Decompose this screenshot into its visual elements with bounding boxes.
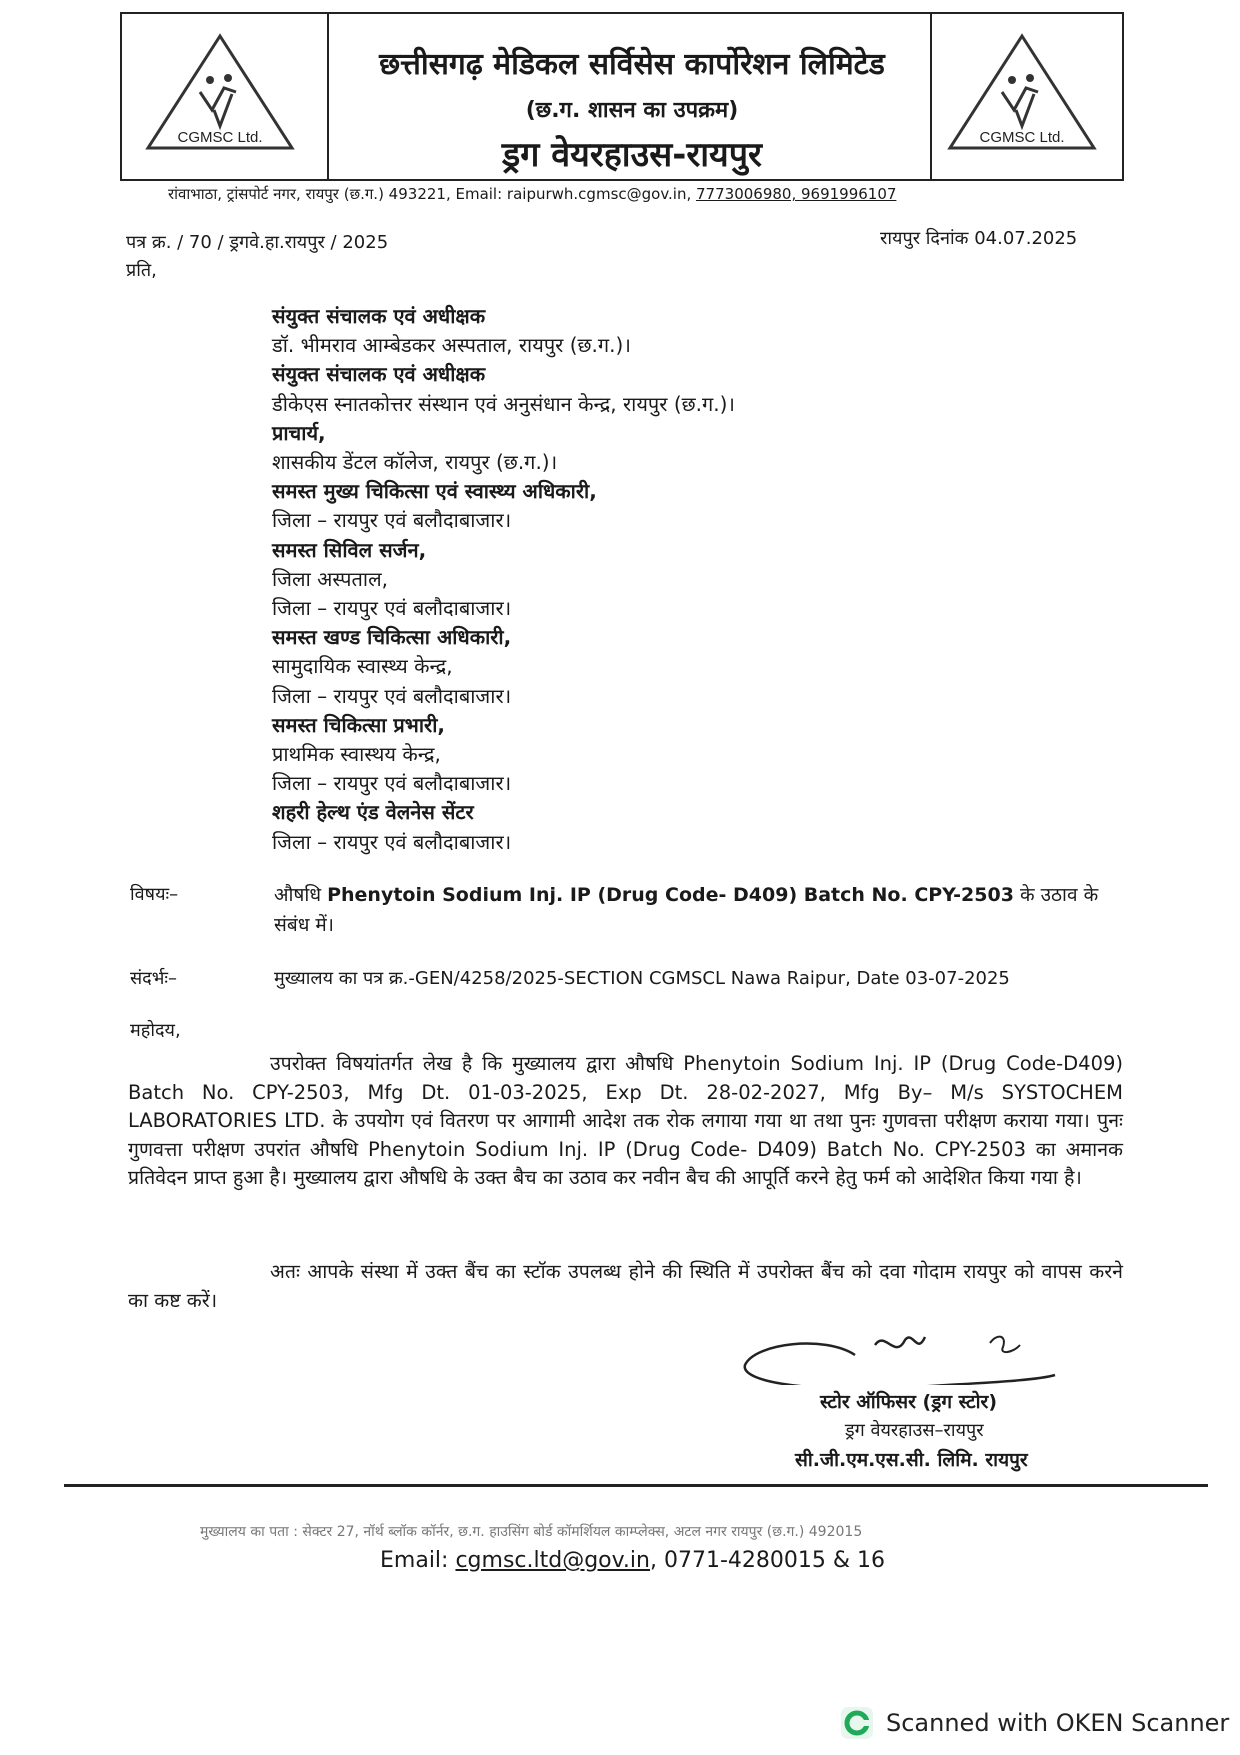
subject-label: विषयः– xyxy=(130,884,179,905)
salutation: महोदय, xyxy=(130,1020,181,1041)
subject-prefix: औषधि xyxy=(274,884,328,906)
recipient-line: प्राचार्य, xyxy=(272,420,326,445)
recipient-line: जिला – रायपुर एवं बलौदाबाजार। xyxy=(272,829,512,854)
org-subtitle: (छ.ग. शासन का उपक्रम) xyxy=(525,98,739,123)
address-text: रांवाभाठा, ट्रांसपोर्ट नगर, रायपुर (छ.ग.) 493221, Email: raipurwh.cgmsc@gov.in, xyxy=(168,185,697,203)
reference-text: मुख्यालय का पत्र क्र.-GEN/4258/2025-SECTION CGMSCL Nawa Raipur, Date 03-07-2025 xyxy=(274,968,1010,989)
svg-text:CGMSC Ltd.: CGMSC Ltd. xyxy=(177,129,263,146)
recipient-line: समस्त मुख्य चिकित्सा एवं स्वास्थ्य अधिकारी, xyxy=(272,479,597,504)
recipient-line: डीकेएस स्नातकोत्तर संस्थान एवं अनुसंधान केन्द्र, रायपुर (छ.ग.)। xyxy=(272,391,735,416)
recipient-list xyxy=(272,302,972,857)
org-unit: ड्रग वेयरहाउस-रायपुर xyxy=(502,135,762,175)
recipient-line: संयुक्त संचालक एवं अधीक्षक xyxy=(272,304,486,328)
scanner-watermark xyxy=(840,1706,1229,1740)
letter-date: रायपुर दिनांक 04.07.2025 xyxy=(880,228,1078,249)
body-paragraph-2: अतः आपके संस्था में उक्त बैंच का स्टॉक उपलब्ध होने की स्थिति में उपरोक्त बैंच को दवा गोदाम रायपुर को वापस करने का कष्ट करें। xyxy=(128,1260,1123,1312)
recipient-line: सामुदायिक स्वास्थ्य केन्द्र, xyxy=(272,654,453,679)
footer-divider xyxy=(64,1484,1208,1487)
subject-suffix: के उठाव के संबंध में। xyxy=(274,884,1099,936)
recipient-line: शासकीय डेंटल कॉलेज, रायपुर (छ.ग.)। xyxy=(272,450,558,475)
recipient-line: जिला – रायपुर एवं बलौदाबाजार। xyxy=(272,771,512,796)
handwritten-signature xyxy=(735,1325,1075,1385)
recipient-line: जिला – रायपुर एवं बलौदाबाजार। xyxy=(272,508,512,533)
signature-role: स्टोर ऑफिसर (ड्रग स्टोर) xyxy=(820,1391,998,1413)
cgmsc-logo-right xyxy=(942,30,1102,160)
recipient-line: जिला अस्पताल, xyxy=(272,566,389,591)
footer-address: मुख्यालय का पता : सेक्टर 27, नॉर्थ ब्लॉक कॉर्नर, छ.ग. हाउसिंग बोर्ड कॉमर्शियल काम्प्लेक्स, अटल नगर रायपुर (छ.ग.) 492015 xyxy=(200,1524,863,1540)
recipient-line: समस्त खण्ड चिकित्सा अधिकारी, xyxy=(272,625,512,650)
subject xyxy=(274,880,1124,940)
footer-email[interactable]: cgmsc.ltd@gov.in xyxy=(455,1548,650,1573)
letterhead xyxy=(120,12,1124,181)
recipient-line: शहरी हेल्थ एंड वेलनेस सेंटर xyxy=(272,800,474,825)
svg-text:CGMSC Ltd.: CGMSC Ltd. xyxy=(979,129,1065,146)
recipient-line: प्राथमिक स्वास्थय केन्द्र, xyxy=(272,742,441,767)
letter-ref-no: पत्र क्र. / 70 / ड्रगवे.हा.रायपुर / 2025 xyxy=(126,232,389,253)
reference-label: संदर्भः– xyxy=(130,968,178,989)
phone-numbers: 7773006980, 9691996107 xyxy=(696,185,897,203)
body-paragraph-1: उपरोक्त विषयांतर्गत लेख है कि मुख्यालय द्वारा औषधि Phenytoin Sodium Inj. IP (Drug Code-D409) Batch No. CPY-2503, Mfg Dt. 01-03-2025, Exp Dt. 28-02-2027, Mfg By– M/s SYSTOCHEM LABORATORIES LTD. के उपयोग एवं वितरण पर आगामी आदेश तक रोक लगाया गया था तथा पुनः गुणवत्ता परीक्षण कराया गया। पुनः गुणवत्ता परीक्षण उपरांत औषधि Phenytoin Sodium Inj. IP (Drug Code- D409) Batch No. CPY-2503 का अमानक प्रतिवेदन प्राप्त हुआ है। मुख्यालय द्वारा औषधि के उक्त बैच का उठाव कर नवीन बैच की आपूर्ति करने हेतु फर्म को आदेशित किया गया है। xyxy=(128,1052,1123,1189)
signature-line-2: ड्रग वेयरहाउस–रायपुर xyxy=(845,1420,984,1441)
letter-to: प्रति, xyxy=(126,260,157,281)
address-line xyxy=(168,184,896,204)
recipient-line: डॉ. भीमराव आम्बेडकर अस्पताल, रायपुर (छ.ग.)। xyxy=(272,333,631,358)
recipient-line: जिला – रायपुर एवं बलौदाबाजार। xyxy=(272,683,512,708)
recipient-line: जिला – रायपुर एवं बलौदाबाजार। xyxy=(272,596,512,621)
header-divider-left xyxy=(327,14,329,179)
footer-email-label: Email: xyxy=(380,1548,456,1573)
recipient-line: समस्त सिविल सर्जन, xyxy=(272,537,427,562)
subject-drug: Phenytoin Sodium Inj. IP (Drug Code- D409) Batch No. CPY-2503 xyxy=(327,884,1014,906)
header-divider-right xyxy=(930,14,932,179)
scanner-text: Scanned with OKEN Scanner xyxy=(886,1709,1230,1737)
oken-scanner-icon xyxy=(840,1706,874,1740)
recipient-line: संयुक्त संचालक एवं अधीक्षक xyxy=(272,362,486,387)
cgmsc-logo-left xyxy=(140,30,300,160)
footer-phone: , 0771-4280015 & 16 xyxy=(649,1548,886,1573)
footer-contact xyxy=(380,1548,885,1573)
org-name: छत्तीसगढ़ मेडिकल सर्विसेस कार्पोरेशन लिमिटेड xyxy=(379,47,885,82)
recipient-line: समस्त चिकित्सा प्रभारी, xyxy=(272,712,446,737)
signature-line-3: सी.जी.एम.एस.सी. लिमि. रायपुर xyxy=(795,1449,1028,1471)
